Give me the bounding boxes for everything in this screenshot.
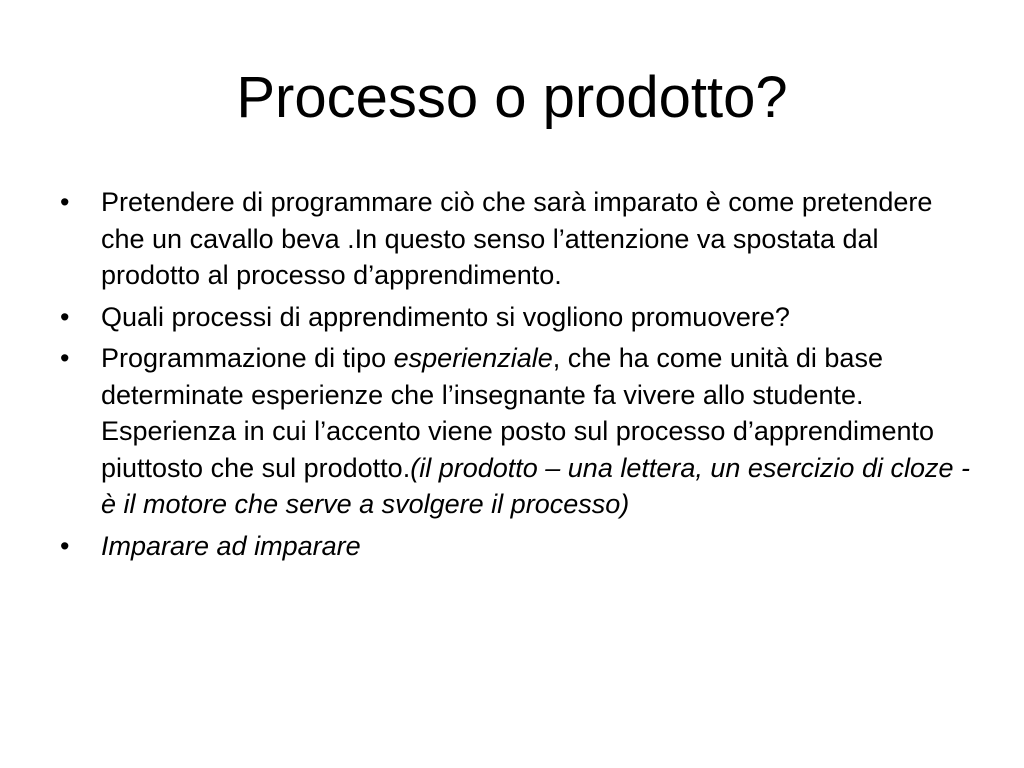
bullet-text-italic: esperienziale: [393, 343, 553, 373]
bullet-text-italic: Imparare ad imparare: [101, 530, 361, 561]
bullet-item-1: [60, 184, 980, 294]
bullet-dot-icon: •: [60, 530, 70, 561]
bullet-item-3: [60, 340, 980, 523]
bullet-text: Quali processi di apprendimento si vogliono promuovere?: [101, 301, 790, 332]
bullet-item-2: [60, 299, 980, 336]
bullet-list: [60, 184, 980, 569]
bullet-text-italic: (il prodotto – una lettera, un esercizio di cloze - è il motore che serve a svolgere il processo): [101, 452, 970, 519]
bullet-dot-icon: •: [60, 343, 70, 373]
bullet-text: , che ha come unità di base determinate esperienze che l’insegnante fa vivere allo studente. Esperienza in cui l’accento viene posto sul processo d’apprendimento piuttosto che sul prodotto.: [101, 343, 934, 483]
slide-title: Processo o prodotto?: [236, 65, 788, 130]
bullet-dot-icon: •: [60, 187, 70, 217]
bullet-dot-icon: •: [60, 301, 70, 332]
bullet-item-4: [60, 528, 980, 565]
bullet-text: Pretendere di programmare ciò che sarà imparato è come pretendere che un cavallo beva .In questo senso l’attenzione va spostata dal prodotto al processo d’apprendimento.: [101, 187, 933, 290]
bullet-text: Programmazione di tipo: [101, 343, 394, 373]
